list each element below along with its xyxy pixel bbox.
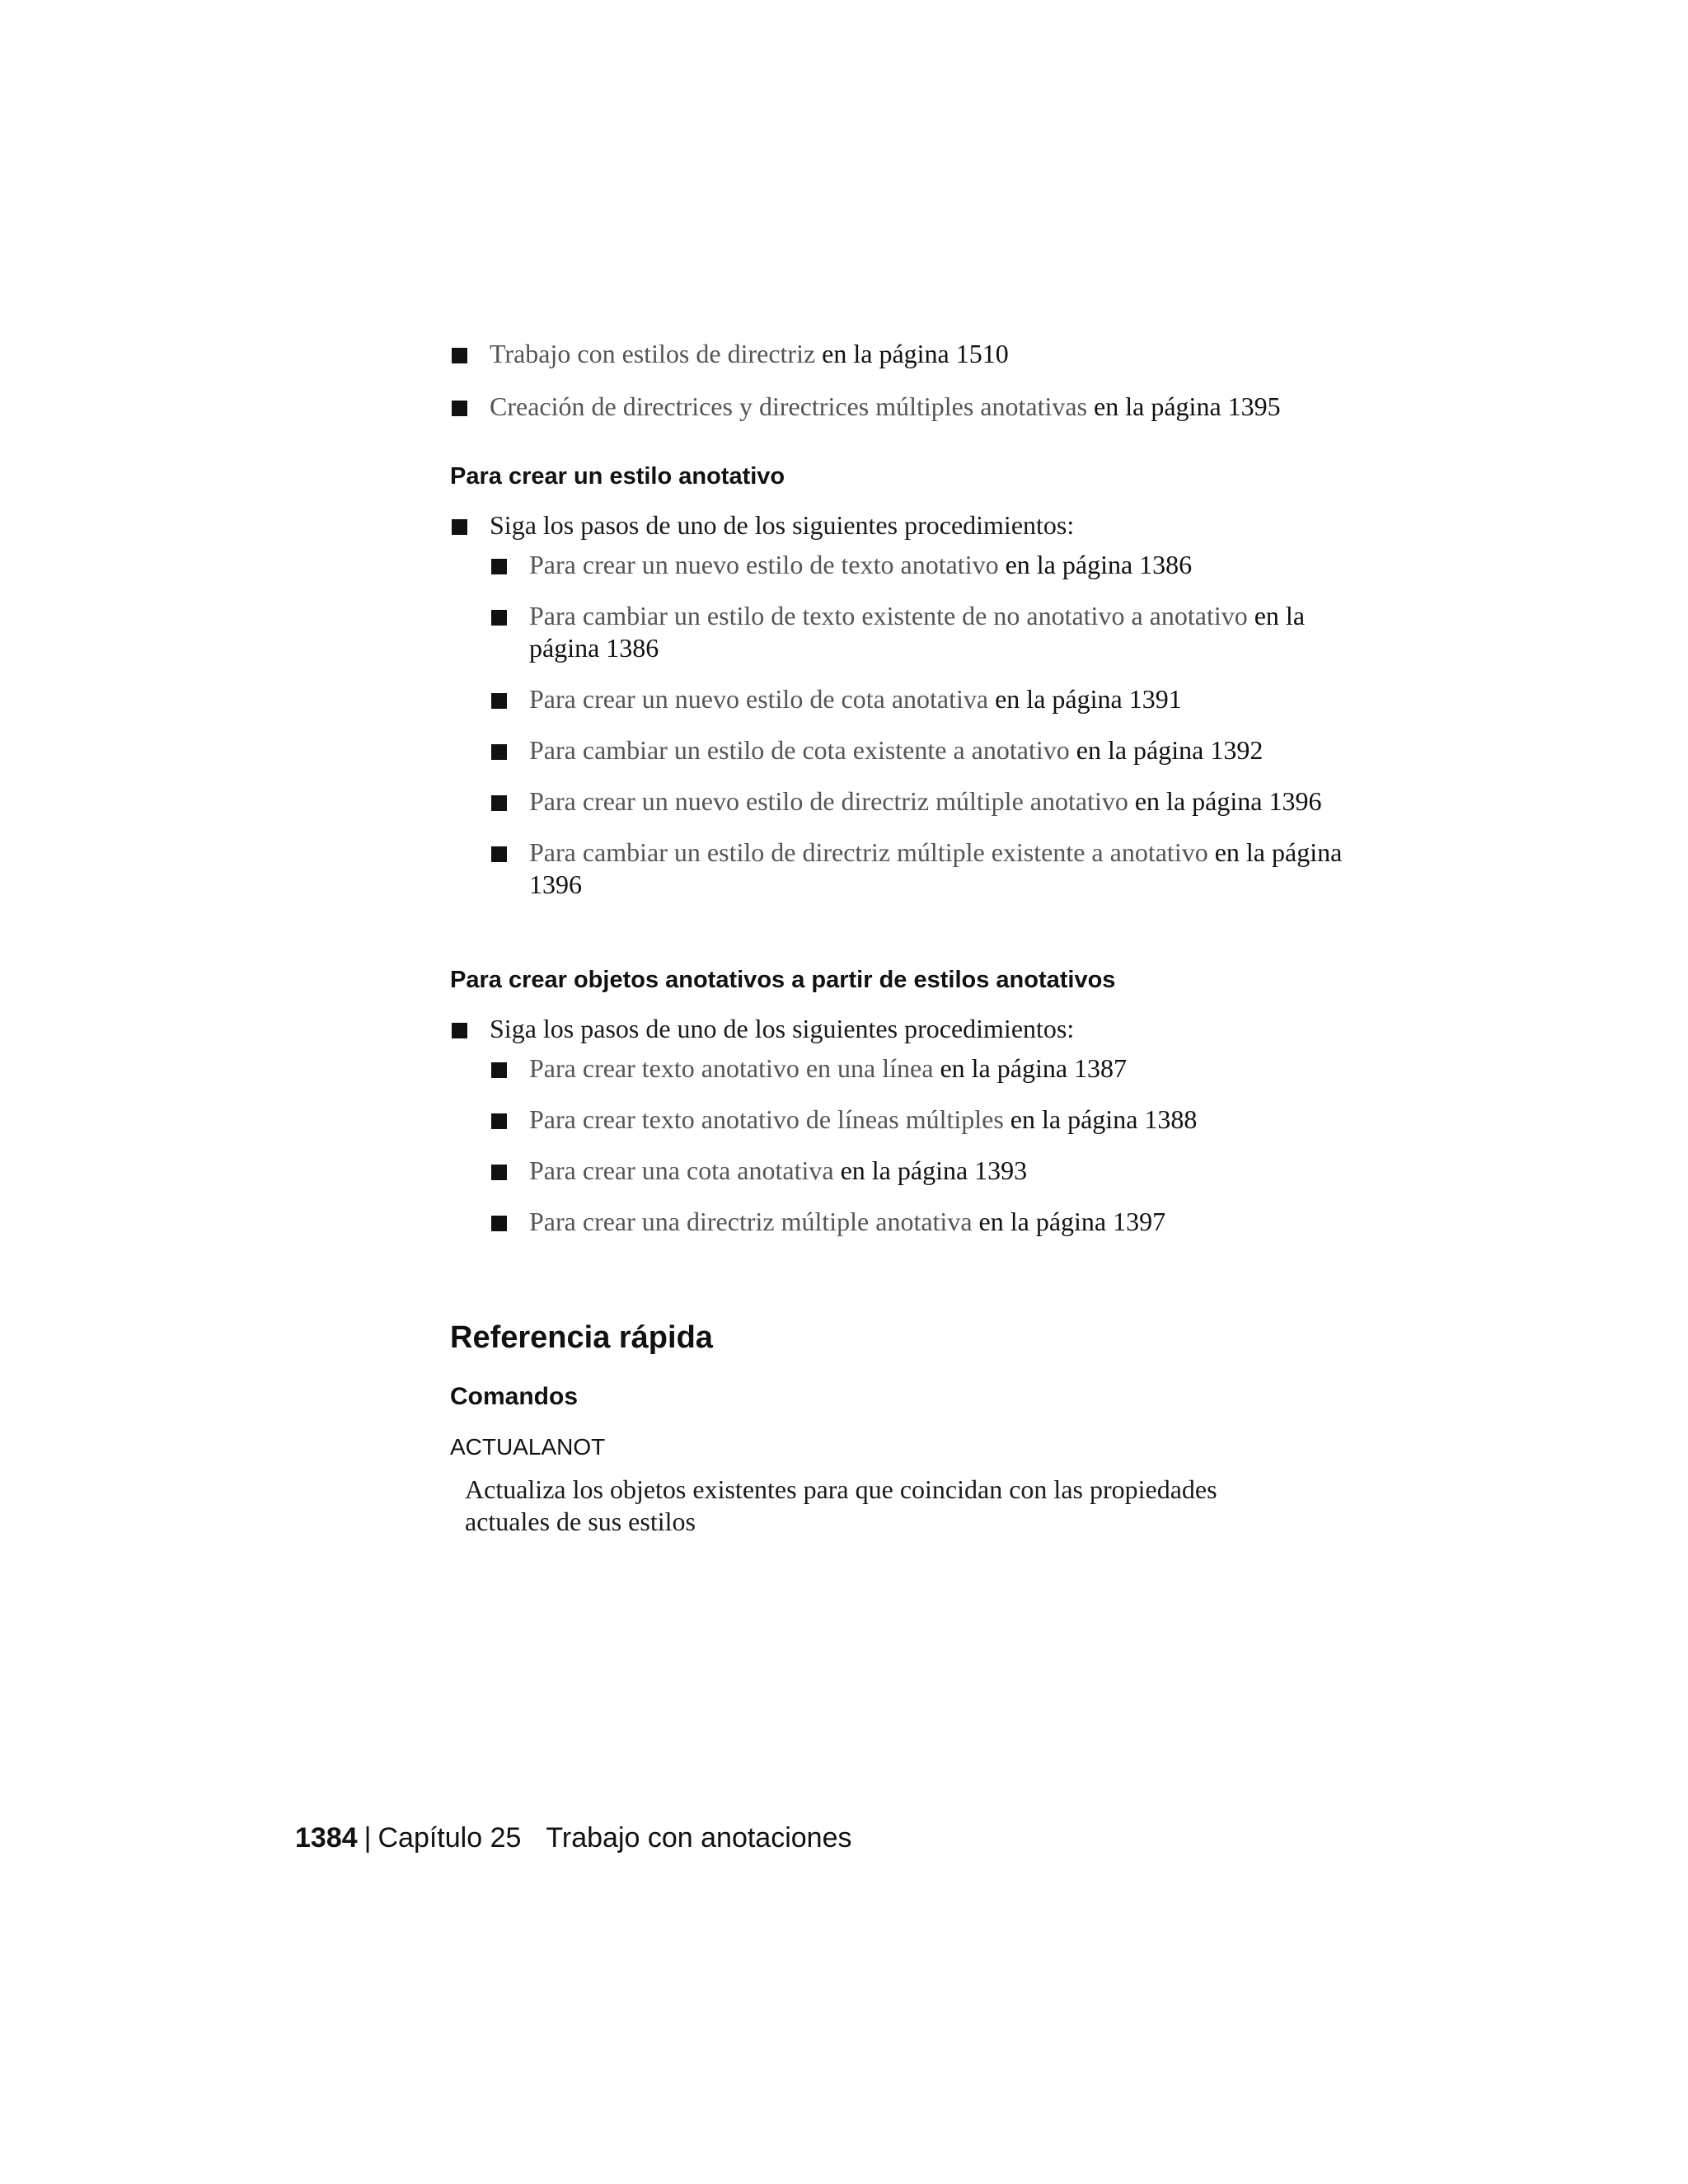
link-title[interactable]: Creación de directrices y directrices múltiples anotativas [490, 391, 1088, 421]
page-footer [295, 1821, 852, 1854]
link-page-ref[interactable]: en la página 1391 [995, 684, 1182, 714]
procedure-link-item[interactable] [490, 1155, 1365, 1187]
page-number: 1384 [295, 1822, 358, 1854]
link-title[interactable]: Para cambiar un estilo de directriz múltiple existente a anotativo [529, 837, 1208, 867]
square-bullet-icon [491, 1062, 507, 1078]
procedure-sublist [490, 1052, 1365, 1238]
square-bullet-icon [491, 1165, 507, 1180]
page-content [450, 338, 1365, 1538]
link-page-ref[interactable]: en la página 1395 [1094, 391, 1281, 421]
section-title: Referencia rápida [450, 1320, 713, 1355]
commands-heading: Comandos [450, 1383, 579, 1410]
related-link-item[interactable] [450, 391, 1365, 423]
procedure-link-item[interactable] [490, 1052, 1365, 1085]
square-bullet-icon [491, 795, 507, 811]
related-link-item[interactable] [450, 338, 1365, 370]
link-page-ref[interactable]: en la página 1387 [940, 1053, 1128, 1083]
command-description: Actualiza los objetos existentes para que coincidan con las propiedades actuales de sus estilos [465, 1474, 1217, 1536]
square-bullet-icon [452, 401, 467, 416]
procedure-intro-item [450, 1013, 1365, 1238]
link-title[interactable]: Para crear una cota anotativa [529, 1155, 834, 1185]
link-page-ref[interactable]: en la página 1392 [1076, 735, 1264, 765]
link-title[interactable]: Para cambiar un estilo de cota existente a anotativo [529, 735, 1070, 765]
procedure-list [450, 509, 1365, 901]
procedure-link-item[interactable] [490, 600, 1365, 664]
link-title[interactable]: Para crear una directriz múltiple anotativa [529, 1207, 973, 1236]
link-title[interactable]: Para crear un nuevo estilo de texto anotativo [529, 550, 999, 579]
procedure-intro: Siga los pasos de uno de los siguientes procedimientos: [490, 1014, 1075, 1043]
procedure-heading: Para crear objetos anotativos a partir de estilos anotativos [450, 967, 1116, 993]
square-bullet-icon [491, 610, 507, 626]
link-title[interactable]: Para crear texto anotativo en una línea [529, 1053, 934, 1083]
procedure-link-item[interactable] [490, 837, 1365, 901]
square-bullet-icon [491, 744, 507, 760]
chapter-title: Trabajo con anotaciones [546, 1822, 852, 1854]
procedure-intro: Siga los pasos de uno de los siguientes procedimientos: [490, 510, 1075, 540]
procedure-link-item[interactable] [490, 785, 1365, 818]
procedure-link-item[interactable] [490, 1206, 1365, 1238]
command-name: ACTUALANOT [450, 1434, 606, 1460]
link-page-ref[interactable]: en la página 1510 [822, 339, 1009, 368]
link-page-ref[interactable]: en la página 1386 [1005, 550, 1193, 579]
procedure-sublist [490, 549, 1365, 901]
square-bullet-icon [452, 348, 467, 363]
procedure-link-item[interactable] [490, 683, 1365, 715]
square-bullet-icon [452, 1023, 467, 1038]
procedure-link-item[interactable] [490, 549, 1365, 581]
link-page-ref[interactable]: en la página 1396 [1134, 786, 1322, 816]
square-bullet-icon [491, 693, 507, 709]
link-title[interactable]: Trabajo con estilos de directriz [490, 339, 816, 368]
link-page-ref[interactable]: en la página 1386 [529, 601, 1306, 663]
link-title[interactable]: Para cambiar un estilo de texto existente de no anotativo a anotativo [529, 601, 1248, 630]
link-page-ref[interactable]: en la página 1393 [840, 1155, 1028, 1185]
square-bullet-icon [491, 559, 507, 574]
related-links-list [450, 338, 1365, 423]
square-bullet-icon [491, 1216, 507, 1231]
link-page-ref[interactable]: en la página 1396 [529, 837, 1343, 899]
link-page-ref[interactable]: en la página 1397 [978, 1207, 1166, 1236]
procedure-list [450, 1013, 1365, 1238]
square-bullet-icon [491, 1113, 507, 1129]
link-title[interactable]: Para crear un nuevo estilo de cota anotativa [529, 684, 989, 714]
procedure-intro-item [450, 509, 1365, 901]
procedure-link-item[interactable] [490, 1104, 1365, 1136]
chapter-label: Capítulo 25 [377, 1822, 522, 1854]
square-bullet-icon [491, 846, 507, 862]
link-page-ref[interactable]: en la página 1388 [1010, 1104, 1198, 1134]
procedure-link-item[interactable] [490, 734, 1365, 766]
procedure-heading: Para crear un estilo anotativo [450, 463, 785, 490]
footer-separator: | [363, 1822, 372, 1854]
link-title[interactable]: Para crear texto anotativo de líneas múltiples [529, 1104, 1004, 1134]
square-bullet-icon [452, 519, 467, 535]
link-title[interactable]: Para crear un nuevo estilo de directriz múltiple anotativo [529, 786, 1128, 816]
